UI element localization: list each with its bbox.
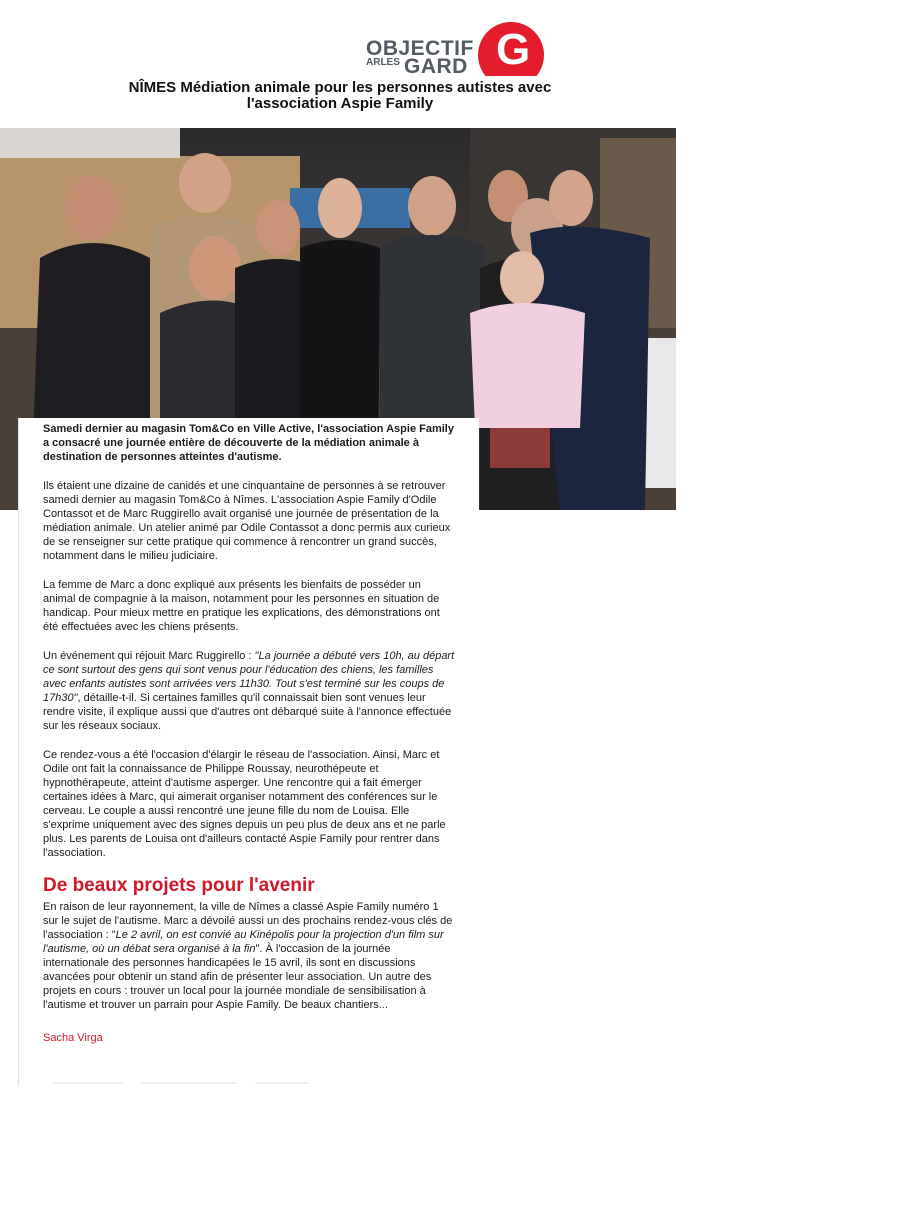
paragraph-3-quote: "La journée a débuté vers 10h, au départ ce sont surtout des gens qui sont venus pour l'éducation des chiens, les familles avec enfants autistes sont arrivées vers 11h30. Tout s'est terminé sur les coups de 17h30" (43, 650, 455, 704)
logo-line2: GARD (404, 55, 468, 78)
share-button-placeholder-1[interactable] (53, 1082, 123, 1084)
share-button-placeholder-3[interactable] (255, 1082, 309, 1084)
paragraph-3-rest: , détaille-t-il. Si certaines familles qu'il connaissait bien sont venues leur rendre visite, il explique aussi que d'autres ont débarqué suite à l'annonce effectuée sur les réseaux sociaux. (43, 692, 452, 732)
paragraph-5-intro: En raison de leur rayonnement, la ville de Nîmes a classé Aspie Family numéro 1 sur le sujet de l'autisme. Marc a dévoilé aussi un des prochains rendez-vous clés de l'association : " (43, 901, 453, 941)
logo-line2-small: ARLES (366, 57, 400, 68)
objectif-gard-logo[interactable] (366, 22, 546, 78)
logo-line1: OBJECTIF (366, 37, 474, 60)
paragraph-5-quote: Le 2 avril, on est convié au Kinépolis pour la projection d'un film sur l'autisme, où un débat sera organisé à la fin (43, 929, 444, 955)
article-subheading: De beaux projets pour l'avenir (43, 875, 315, 896)
logo-mark: G (496, 25, 531, 74)
article-author[interactable]: Sacha Virga (43, 1032, 103, 1044)
article-paragraph-1: Ils étaient une dizaine de canidés et une cinquantaine de personnes à se retrouver samedi dernier au magasin Tom&Co à Nîmes. L'association Aspie Family d'Odile Contassot et de Marc Ruggirello avait organisé une journée de présentation de la médiation animale. Un atelier animé par Odile Contassot a donc permis aux curieux de se renseigner sur cette pratique qui commence à rencontrer un grand succès, notamment dans le milieu judiciaire. (43, 480, 451, 562)
article-body (18, 418, 479, 1086)
article-paragraph-5 (43, 900, 455, 1012)
article-paragraph-3 (43, 649, 455, 733)
article-paragraph-2: La femme de Marc a donc expliqué aux présents les bienfaits de posséder un animal de compagnie à la maison, notamment pour les personnes en situation de handicap. Pour mieux mettre en pratique les explications, des démonstrations ont été effectuées avec les chiens présents. (43, 579, 440, 633)
article-lead: Samedi dernier au magasin Tom&Co en Ville Active, l'association Aspie Family a consacré une journée entière de découverte de la médiation animale à destination de personnes atteintes d'autisme. (43, 423, 454, 463)
article-headline: NÎMES Médiation animale pour les personnes autistes avec l'association Aspie Family (128, 79, 552, 112)
paragraph-5-rest: ". À l'occasion de la journée internationale des personnes handicapées le 15 avril, ils sont en discussions avancées pour obtenir un stand afin de présenter leur association. Un autre des projets en cours : trouver un local pour la journée mondiale de sensibilisation à l'autisme et trouver un parrain pour Aspie Family. De beaux chantiers... (43, 943, 432, 1011)
paragraph-3-intro: Un événement qui réjouit Marc Ruggirello : (43, 650, 255, 662)
article-paragraph-4: Ce rendez-vous a été l'occasion d'élargir le réseau de l'association. Ainsi, Marc et Odile ont fait la connaissance de Philippe Roussay, neurothépeute et hypnothérapeute, atteint d'autisme asperger. Une rencontre qui a fait émerger certaines idées à Marc, qui aimerait organiser notamment des conférences sur le cerveau. Le couple a aussi rencontré une jeune fille du nom de Louisa. Elle s'exprime uniquement avec des signes depuis un peu plus de deux ans et ne parle plus. Les parents de Louisa ont d'ailleurs contacté Aspie Family pour rentrer dans l'association. (43, 749, 446, 859)
logo-g-icon (478, 22, 544, 76)
share-button-placeholder-2[interactable] (141, 1082, 237, 1084)
